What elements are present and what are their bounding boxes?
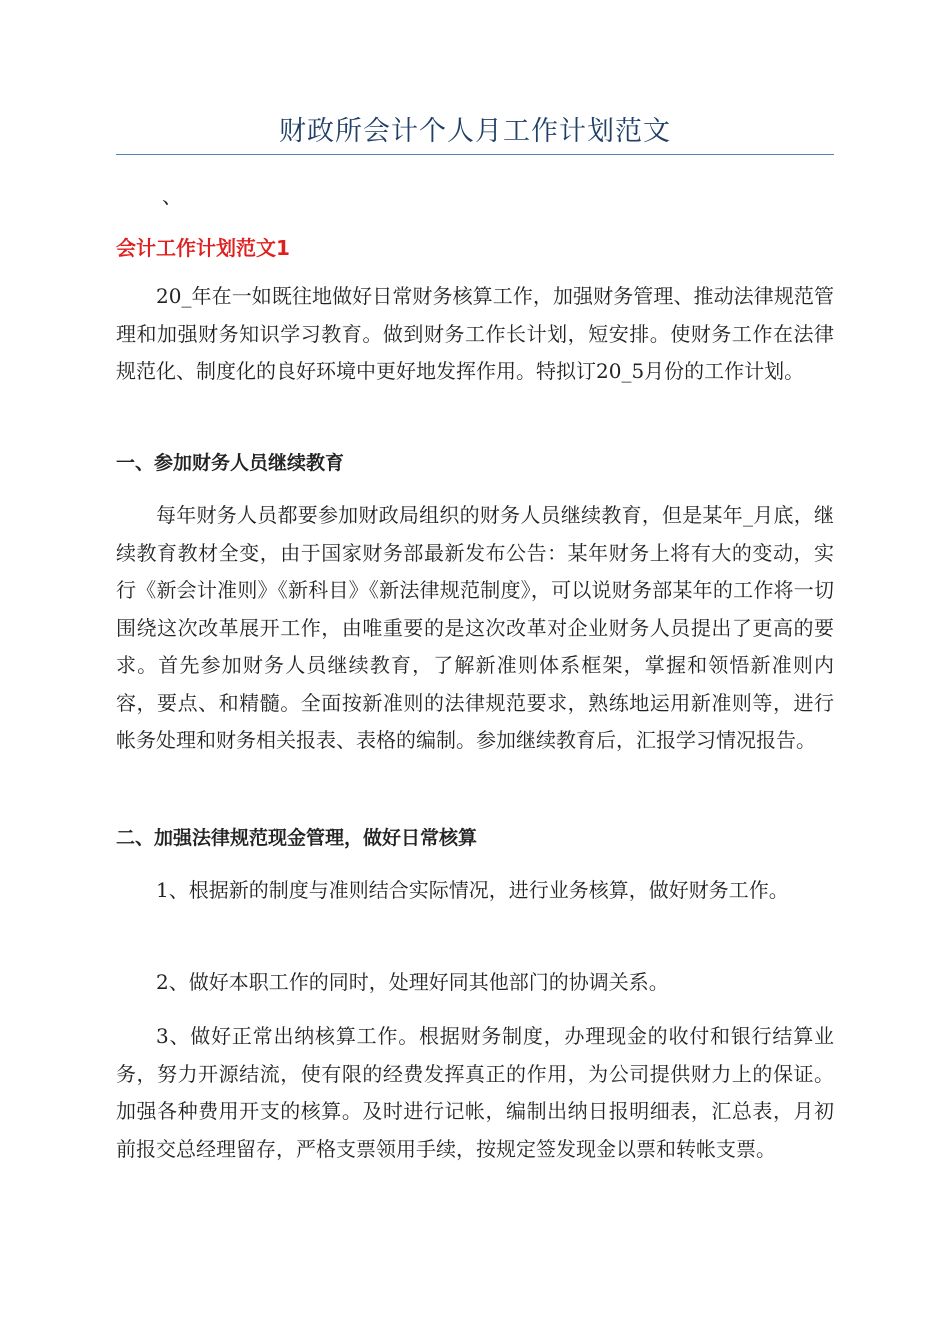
list-item-3: 3、做好正常出纳核算工作。根据财务制度，办理现金的收付和银行结算业务，努力开源结流，使有限的经费发挥真正的作用，为公司提供财力上的保证。加强各种费用开支的核算。及时进行记帐，编制出纳日报明细表，汇总表，月初前报交总经理留存，严格支票领用手续，按规定签发现金以票和转帐支票。 <box>116 1024 834 1161</box>
section-title: 会计工作计划范文1 <box>116 236 290 260</box>
stray-punctuation: 、 <box>162 184 182 208</box>
page-title: 财政所会计个人月工作计划范文 <box>279 116 671 147</box>
heading-cash-management: 二、加强法律规范现金管理，做好日常核算 <box>116 827 478 849</box>
paragraph-continuing-education: 每年财务人员都要参加财政局组织的财务人员继续教育，但是某年_月底，继续教育教材全变，由于国家财务部最新发布公告：某年财务上将有大的变动，实行《新会计准则》《新科目》《新法律规范制度》，可以说财务部某年的工作将一切围绕这次改革展开工作，由唯重要的是这次改革对企业财务人员提出了更高的要求。首先参加财务人员继续教育，了解新准则体系框架，掌握和领悟新准则内容，要点、和精髓。全面按新准则的法律规范要求，熟练地运用新准则等，进行帐务处理和财务相关报表、表格的编制。参加继续教育后，汇报学习情况报告。 <box>116 503 834 752</box>
intro-paragraph: 20_年在一如既往地做好日常财务核算工作，加强财务管理、推动法律规范管理和加强财务知识学习教育。做到财务工作长计划，短安排。使财务工作在法律规范化、制度化的良好环境中更好地发挥作用。特拟订20_5月份的工作计划。 <box>116 284 834 383</box>
list-item-1: 1、根据新的制度与准则结合实际情况，进行业务核算，做好财务工作。 <box>156 878 789 902</box>
heading-continuing-education: 一、参加财务人员继续教育 <box>116 452 345 474</box>
list-item-2: 2、做好本职工作的同时，处理好同其他部门的协调关系。 <box>156 970 669 994</box>
title-underline <box>116 154 834 155</box>
